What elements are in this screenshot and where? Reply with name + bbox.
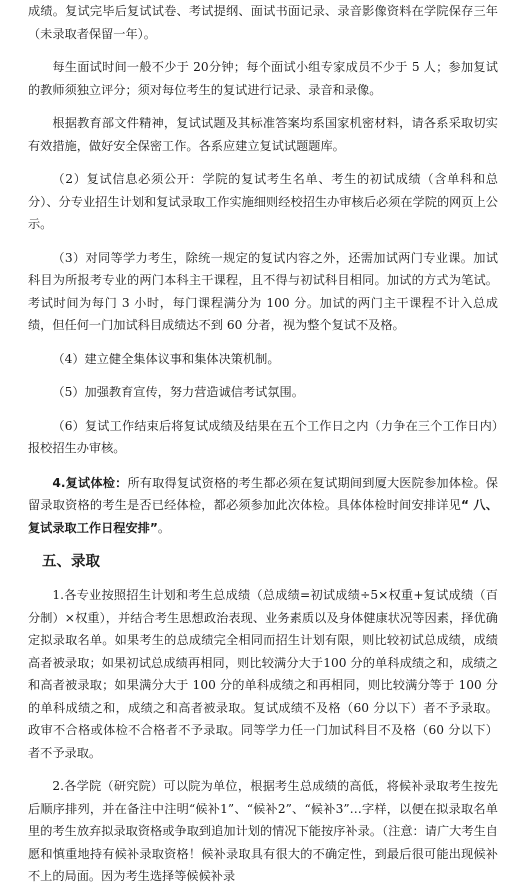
paragraph-item-6-results-review: （6）复试工作结束后将复试成绩及结果在五个工作日之内（力争在三个工作日内）报校招生办审核。 [28,418,498,455]
paragraph-medical-exam [28,472,498,540]
document-page [28,0,498,888]
paragraph-confidentiality: 根据教育部文件精神，复试试题及其标准答案均系国家机密材料，请各系采取切实有效措施，做好安全保密工作。各系应建立复试试题题库。 [28,116,498,153]
paragraph-opening: 成绩。复试完毕后复试试卷、考试提纲、面试书面记录、录音影像资料在学院保存三年（未录取者保留一年）。 [28,4,498,41]
paragraph-interview-time: 每生面试时间一般不少于 20分钟；每个面试小组专家成员不少于 5 人；参加复试的教师须独立评分；须对每位考生的复试进行记录、录音和录像。 [28,60,498,97]
paragraph-item-4-decision-mechanism: （4）建立健全集体议事和集体决策机制。 [52,351,280,366]
paragraph-admission-rule-2: 2.各学院（研究院）可以院为单位，根据考生总成绩的高低，将候补录取考生按先后顺序排列，并在备注中注明“候补1”、“候补2”、“候补3”…字样，以便在拟录取名单里的考生放弃拟录取资格或争取到追加计划的情况下能按序补录。（注意：请广大考生自愿和慎重地持有候补录取资格！候补录取具有很大的不确定性，到最后很可能出现候补不上的局面。因为考生选择等候候补录 [28,779,498,883]
paragraph-item-5-integrity: （5）加强教育宣传，努力营造诚信考试氛围。 [52,385,304,399]
paragraph-item-3-equivalent-applicants: （3）对同等学力考生，除统一规定的复试内容之外，还需加试两门专业课。加试科目为所报考专业的两门本科主干课程，且不得与初试科目相同。加试的方式为笔试。考试时间为每门 3 小时，每门课程满分为 100 分。加试的两门主干课程不计入总成绩，但任何一门加试科目成绩达不到 60 分者，视为整个复试不及格。 [28,250,498,332]
paragraph-admission-rule-1: 1.各专业按照招生计划和考生总成绩（总成绩=初试成绩÷5×权重+复试成绩（百分制）×权重），并结合考生思想政治表现、业务素质以及身体健康状况等因素，择优确定拟录取名单。如果考生的总成绩完全相同而招生计划有限，则比较初试总成绩，成绩高者被录取；如果初试总成绩再相同，则比较满分大于100 分的单科成绩之和，成绩之和高者被录取；如果满分大于 100 分的单科成绩之和再相同，则比较满分等于 100 分的单科成绩之和，成绩之和高者被录取。复试成绩不及格（60 分以下）者不予录取。政审不合格或体检不合格者不予录取。同等学力任一门加试科目不及格（60 分以下）者不予录取。 [28,588,498,760]
medical-exam-end: 。 [157,520,171,535]
medical-exam-label: 4.复试体检： [52,475,128,490]
paragraph-item-2-disclosure: （2）复试信息必须公开：学院的复试考生名单、考生的初试成绩（含单科和总分）、分专业招生计划和复试录取工作实施细则经校招生办审核后必须在学院的网页上公示。 [28,172,498,231]
medical-exam-schedule-reference: “ 八、复试录取工作日程安排” [28,498,498,535]
medical-exam-body: 所有取得复试资格的考生都必须在复试期间到厦大医院参加体检。保留录取资格的考生是否已经体检，都必须参加此次体检。具体体检时间安排详见 [28,475,498,512]
section-heading-admission: 五、录取 [42,554,100,570]
